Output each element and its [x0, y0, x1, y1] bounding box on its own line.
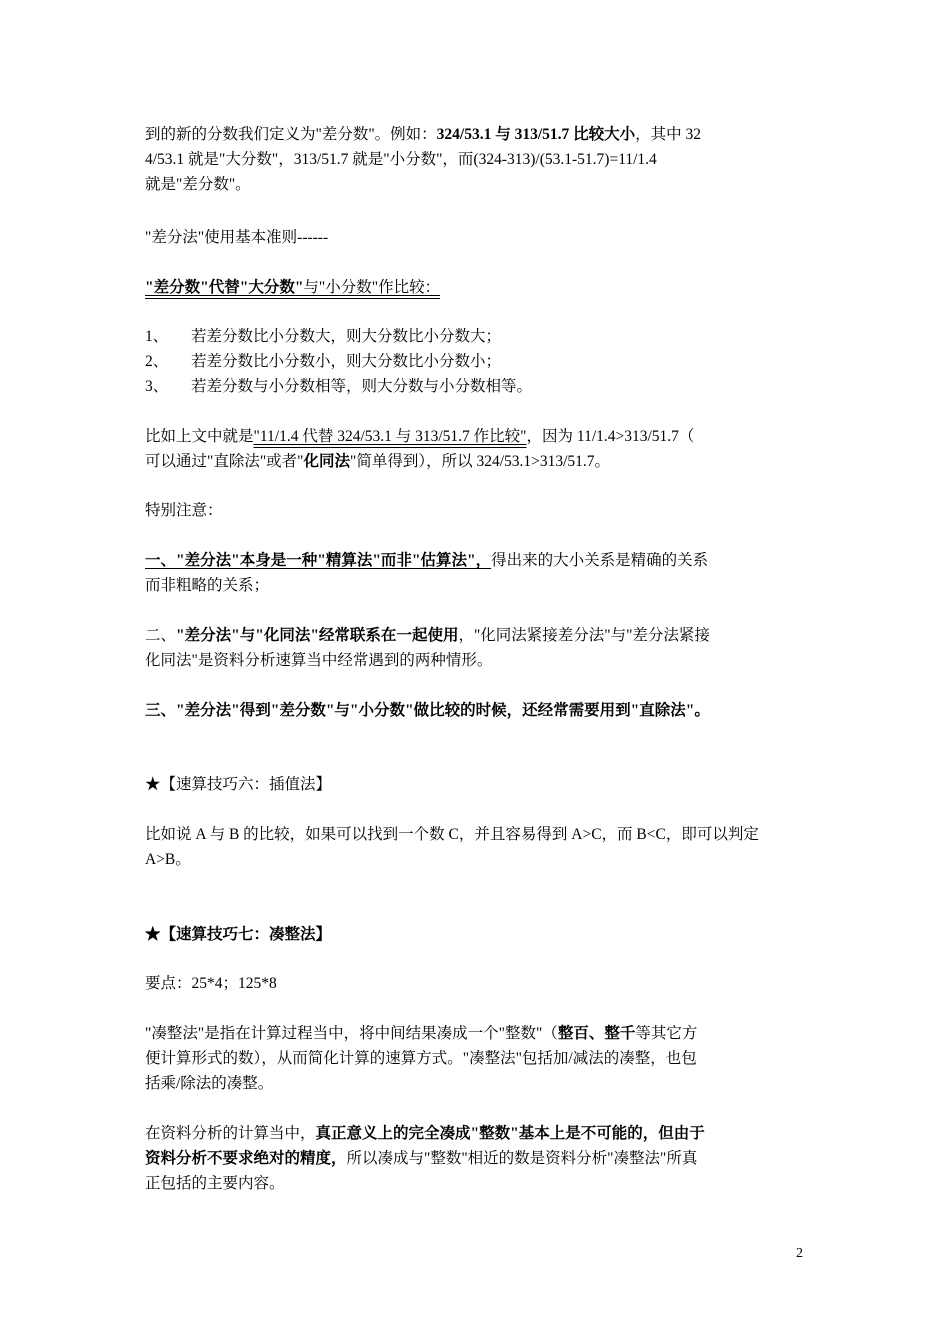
note-three: [145, 698, 825, 723]
paragraph-principle-heading: [145, 225, 825, 250]
text-line: 便计算形式的数），从而简化计算的速算方式。"凑整法"包括加/减法的凑整，也包: [145, 1050, 697, 1067]
text: ，其中 32: [635, 126, 702, 143]
bold-text-line: 三、"差分法"得到"差分数"与"小分数"做比较的时候，还经常需要用到"直除法"。: [145, 702, 710, 719]
section-heading-seven: [145, 922, 825, 947]
list-item: [145, 349, 825, 374]
bold-text: "差分法"与"化同法"经常联系在一起使用: [176, 627, 459, 644]
list-text: 若差分数与小分数相等，则大分数与小分数相等。: [191, 378, 533, 395]
list-text: 若差分数比小分数大，则大分数比小分数大；: [191, 328, 502, 345]
text-line: 而非粗略的关系；: [145, 577, 270, 594]
text-line: 化同法"是资料分析速算当中经常遇到的两种情形。: [145, 652, 493, 669]
text-line: 4/53.1 就是"大分数"，313/51.7 就是"小分数"，而(324-313)/(53.1-51.7)=11/1.4: [145, 151, 657, 168]
text-line: 比如说 A 与 B 的比较，如果可以找到一个数 C，并且容易得到 A>C，而 B<C，即可以判定: [145, 826, 759, 843]
paragraph-difference-definition: [145, 122, 825, 197]
note-one: [145, 548, 825, 598]
text: 比如上文中就是: [145, 428, 254, 445]
paragraph-key-points: [145, 971, 825, 996]
text-line: 括乘/除法的凑整。: [145, 1075, 274, 1092]
list-item: [145, 374, 825, 399]
text-line: A>B。: [145, 851, 191, 868]
text: ，因为 11/1.4>313/51.7（: [526, 428, 695, 445]
bold-text: 资料分析不要求绝对的精度，: [145, 1150, 347, 1167]
underlined-text: "11/1.4 代替 324/53.1 与 313/51.7 作比较": [253, 428, 527, 445]
text: ，"化同法紧接差分法"与"差分法紧接: [458, 627, 710, 644]
list-number: 2、: [145, 353, 169, 370]
text-line: 就是"差分数"。: [145, 176, 251, 193]
paragraph-rounding-detail: [145, 1121, 825, 1196]
list-text: 若差分数比小分数小，则大分数比小分数小；: [191, 353, 502, 370]
text: 等其它方: [635, 1025, 698, 1042]
text: 二、: [145, 627, 177, 644]
underlined-text: 与"小分数"作比较：: [303, 279, 441, 296]
text: "凑整法"是指在计算过程当中，将中间结果凑成一个"整数"（: [145, 1025, 558, 1042]
heading-text: ★【速算技巧七：凑整法】: [145, 926, 332, 943]
paragraph-example: [145, 424, 825, 474]
section-heading-six: [145, 772, 825, 797]
bold-text: 324/53.1 与 313/51.7 比较大小: [436, 126, 636, 143]
paragraph-note-heading: [145, 498, 825, 523]
bold-text: 化同法: [303, 453, 350, 470]
paragraph-rounding-definition: [145, 1021, 825, 1096]
text-line: 正包括的主要内容。: [145, 1175, 285, 1192]
text-line: "差分法"使用基本准则------: [145, 229, 329, 246]
heading-text: ★【速算技巧六：插值法】: [145, 776, 332, 793]
text-line: 特别注意：: [145, 502, 223, 519]
page-number: 2: [796, 1246, 803, 1261]
bold-text: 整百、整千: [557, 1025, 636, 1042]
paragraph-principle: [145, 275, 825, 300]
text-line: 要点：25*4；125*8: [145, 975, 277, 992]
text: "简单得到），所以 324/53.1>313/51.7。: [350, 453, 611, 470]
bold-text: 真正意义上的完全凑成"整数"基本上是不可能的，但由于: [315, 1125, 705, 1142]
text: 所以凑成与"整数"相近的数是资料分析"凑整法"所真: [346, 1150, 698, 1167]
text: 到的新的分数我们定义为"差分数"。例如：: [145, 126, 437, 143]
list-number: 1、: [145, 328, 169, 345]
note-two: [145, 623, 825, 673]
rules-list: [145, 324, 825, 399]
bold-underlined-text: "差分数"代替"大分数": [145, 279, 304, 296]
list-item: [145, 324, 825, 349]
text: 可以通过"直除法"或者": [145, 453, 304, 470]
paragraph-interpolation: [145, 822, 825, 872]
list-number: 3、: [145, 378, 169, 395]
text: 得出来的大小关系是精确的关系: [491, 552, 709, 569]
text: 在资料分析的计算当中，: [145, 1125, 316, 1142]
bold-underlined-text: 一、"差分法"本身是一种"精算法"而非"估算法"，: [145, 552, 492, 569]
